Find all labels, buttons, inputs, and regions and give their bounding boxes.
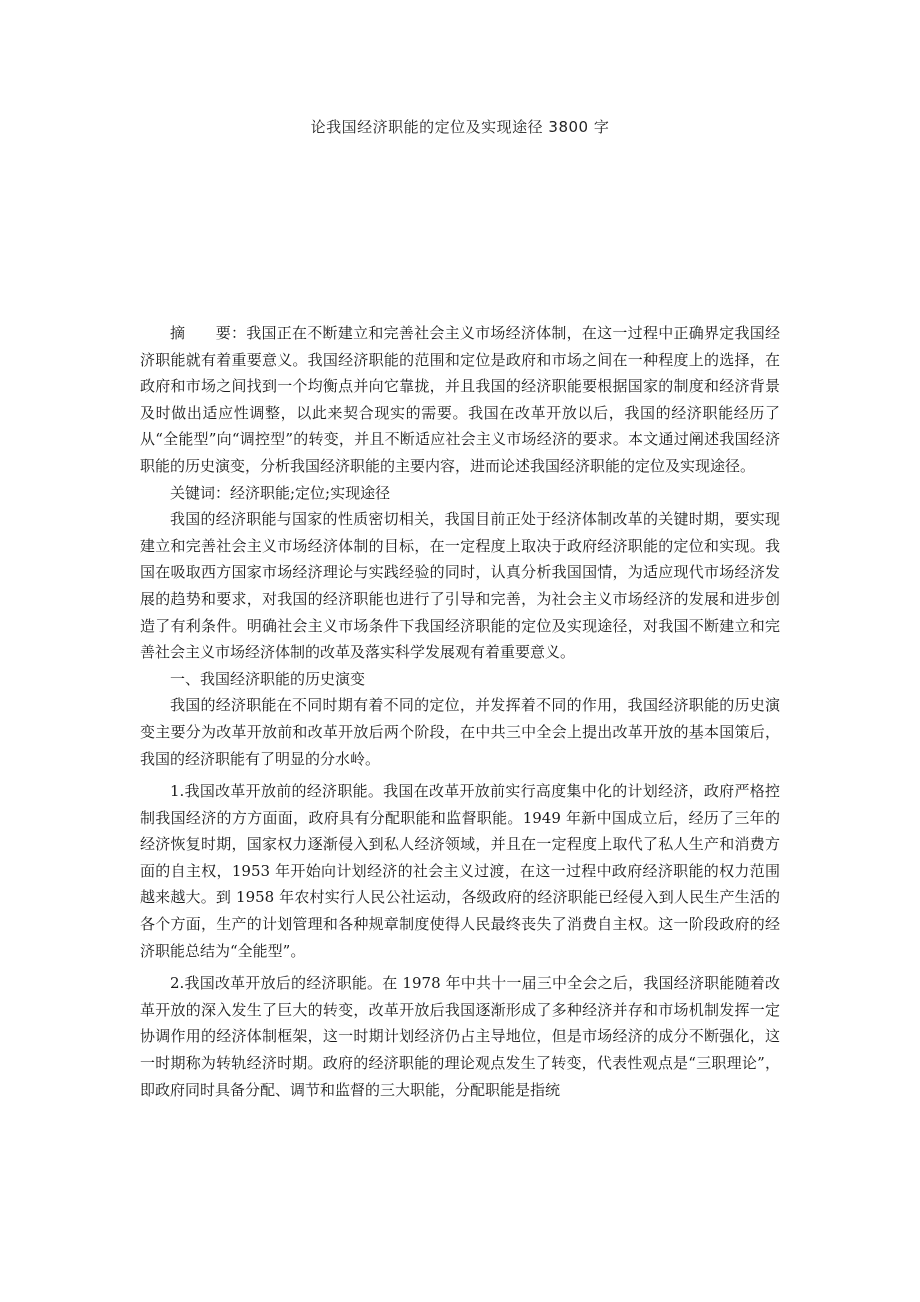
document-title: 论我国经济职能的定位及实现途径 3800 字 [310, 118, 610, 136]
document-body [140, 320, 780, 1103]
abstract-paragraph: 摘 要：我国正在不断建立和完善社会主义市场经济体制，在这一过程中正确界定我国经济职能就有着重要意义。我国经济职能的范围和定位是政府和市场之间在一种程度上的选择，在政府和市场之间找到一个均衡点并向它靠拢，并且我国的经济职能要根据国家的制度和经济背景及时做出适应性调整，以此来契合现实的需要。我国在改革开放以后，我国的经济职能经历了从“全能型”向“调控型”的转变，并且不断适应社会主义市场经济的要求。本文通过阐述我国经济职能的历史演变，分析我国经济职能的主要内容，进而论述我国经济职能的定位及实现途径。 [140, 324, 780, 475]
numbered-paragraph-1: 1.我国改革开放前的经济职能。我国在改革开放前实行高度集中化的计划经济，政府严格控制我国经济的方方面面，政府具有分配职能和监督职能。1949 年新中国成立后，经历了三年的经济恢复时期，国家权力逐渐侵入到私人经济领域，并且在一定程度上取代了私人生产和消费方面的自主权，1953 年开始向计划经济的社会主义过渡，在这一过程中政府经济职能的权力范围越来越大。到 1958 年农村实行人民公社运动，各级政府的经济职能已经侵入到人民生产生活的各个方面，生产的计划管理和各种规章制度使得人民最终丧失了消费自主权。这一阶段政府的经济职能总结为“全能型”。 [140, 782, 780, 960]
intro-paragraph: 我国的经济职能与国家的性质密切相关，我国目前正处于经济体制改革的关键时期，要实现建立和完善社会主义市场经济体制的目标，在一定程度上取决于政府经济职能的定位和实现。我国在吸取西方国家市场经济理论与实践经验的同时，认真分析我国国情，为适应现代市场经济发展的趋势和要求，对我国的经济职能也进行了引导和完善，为社会主义市场经济的发展和进步创造了有利条件。明确社会主义市场条件下我国经济职能的定位及实现途径，对我国不断建立和完善社会主义市场经济体制的改革及落实科学发展观有着重要意义。 [140, 510, 780, 662]
numbered-paragraph-2: 2.我国改革开放后的经济职能。在 1978 年中共十一届三中全会之后，我国经济职能随着改革开放的深入发生了巨大的转变，改革开放后我国逐渐形成了多种经济并存和市场机制发挥一定协调作用的经济体制框架，这一时期计划经济仍占主导地位，但是市场经济的成分不断强化，这一时期称为转轨经济时期。政府的经济职能的理论观点发生了转变，代表性观点是“三职理论”，即政府同时具备分配、调节和监督的三大职能，分配职能是指统 [140, 974, 780, 1099]
section-heading: 一、我国经济职能的历史演变 [170, 669, 366, 688]
keywords-line: 关键词：经济职能;定位;实现途径 [170, 483, 391, 502]
section-paragraph: 我国的经济职能在不同时期有着不同的定位，并发挥着不同的作用，我国经济职能的历史演变主要分为改革开放前和改革开放后两个阶段，在中共三中全会上提出改革开放的基本国策后，我国的经济职能有了明显的分水岭。 [140, 696, 780, 768]
